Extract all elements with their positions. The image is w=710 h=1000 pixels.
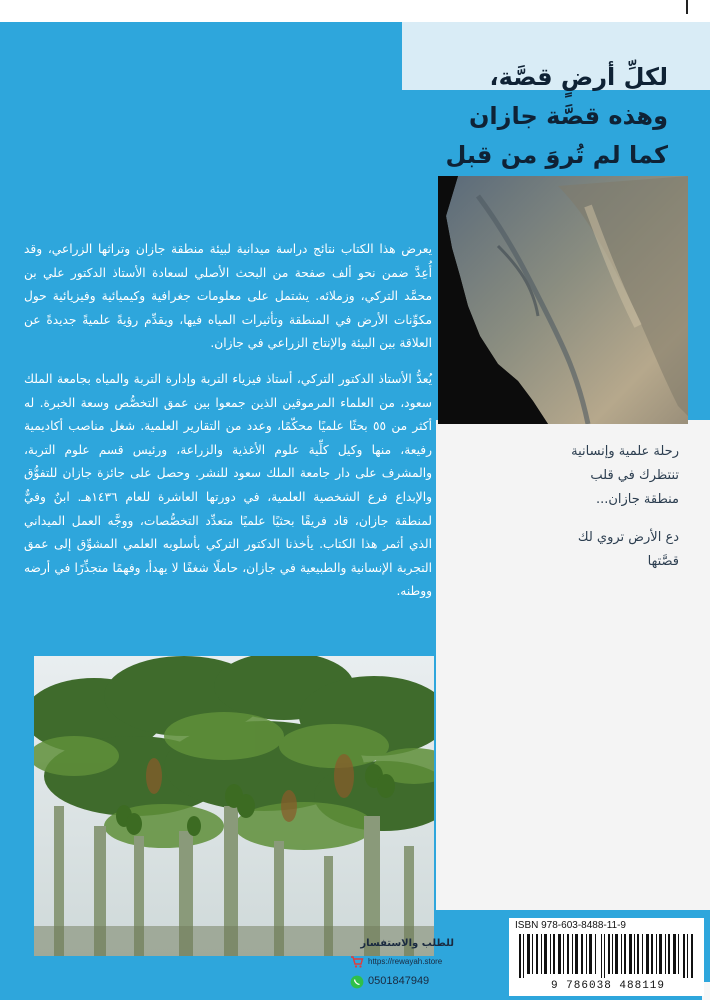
side-note-2: [447, 526, 679, 574]
headline-line-2: وهذه قصَّة جازان: [468, 102, 668, 130]
side-note-2-line-1: دع الأرض تروي لك: [577, 530, 679, 545]
publisher-info: [350, 938, 458, 998]
phone-number[interactable]: 0501847949: [368, 975, 430, 987]
side-note-2-line-2: قصَّتها: [647, 554, 679, 569]
isbn-digits: 9 786038 488119: [550, 980, 666, 992]
top-margin: [0, 0, 710, 22]
isbn-barcode-box: [509, 918, 704, 996]
side-note-1-line-1: رحلة علمية وإنسانية: [571, 444, 679, 459]
paragraph-1: يعرض هذا الكتاب نتائج دراسة ميدانية لبيئة منطقة جازان وتراثها الزراعي، وقد أُعِدَّ ضمن نحو ألف صفحة من البحث الأصلي لسعادة الأستاذ الدكتور علي بن محمَّد التركي، وزملائه. يشتمل على معلومات جغرافية وكيميائية وفيزيائية حول مكوِّنات الأرض في المنطقة وتأثيرات المياه فيها، ويقدِّم رؤيةً علميةً جديدةً عن العلاقة بين البيئة والإنتاج الزراعي في جازان.: [24, 242, 432, 351]
cart-icon: [350, 954, 364, 968]
headline: [408, 58, 668, 175]
barcode: [517, 934, 697, 978]
papaya-trees-photo: [34, 656, 434, 956]
side-note-1: [447, 440, 679, 512]
headline-line-3: كما لم تُروَ من قبل: [445, 141, 668, 169]
side-note-1-line-3: منطقة جازان...: [595, 492, 679, 507]
phone-row[interactable]: [350, 974, 429, 988]
spine-mark: [686, 0, 688, 14]
whatsapp-icon: [350, 974, 364, 988]
store-url[interactable]: https://rewayah.store: [368, 956, 443, 966]
order-inquiry-label: للطلب والاستفسار: [360, 938, 454, 949]
satellite-image: [438, 176, 688, 424]
headline-line-1: لكلِّ أرضٍ قصَّة،: [489, 63, 668, 91]
description-text: [24, 238, 432, 604]
store-link-row[interactable]: [350, 954, 442, 968]
side-note-1-line-2: تنتظرك في قلب: [590, 468, 679, 483]
paragraph-2: يُعدُّ الأستاذ الدكتور التركي، أستاذ فيزياء التربة وإدارة التربة والمياه بجامعة الملك سعود، من العلماء المرموقين الذين جمعوا بين عمق التخصُّص وسعة الخبرة. له أكثر من ٥٥ بحثًا علميًا محكّمًا، وعدد من التقارير العلمية. شغل مناصب أكاديمية رفيعة، منها وكيل كلِّية علوم الأغذية والزراعة، ورئيس قسم علوم التربة، والمشرف على دار جامعة الملك سعود للنشر. وحصل على جائزة جازان للتفوُّق والإبداع فرع الشخصية العلمية، في دورتها العاشرة للعام ١٤٣٦هـ. ابنٌ وفيٌّ لمنطقة جازان، قاد فريقًا بحثيًا علميًا متعدِّد التخصُّصات، ووجَّه العمل الميداني الذي أثمر هذا الكتاب. يأخذنا الدكتور التركي بأسلوبه العلمي المشوِّق إلى عمق التجربة الإنسانية والطبيعية في جازان، حاملًا شغفًا لا يهدأ، وفهمًا متجذِّرًا في أرضه ووطنه.: [24, 371, 432, 599]
isbn-label: ISBN 978-603-8488-11-9: [515, 920, 626, 931]
